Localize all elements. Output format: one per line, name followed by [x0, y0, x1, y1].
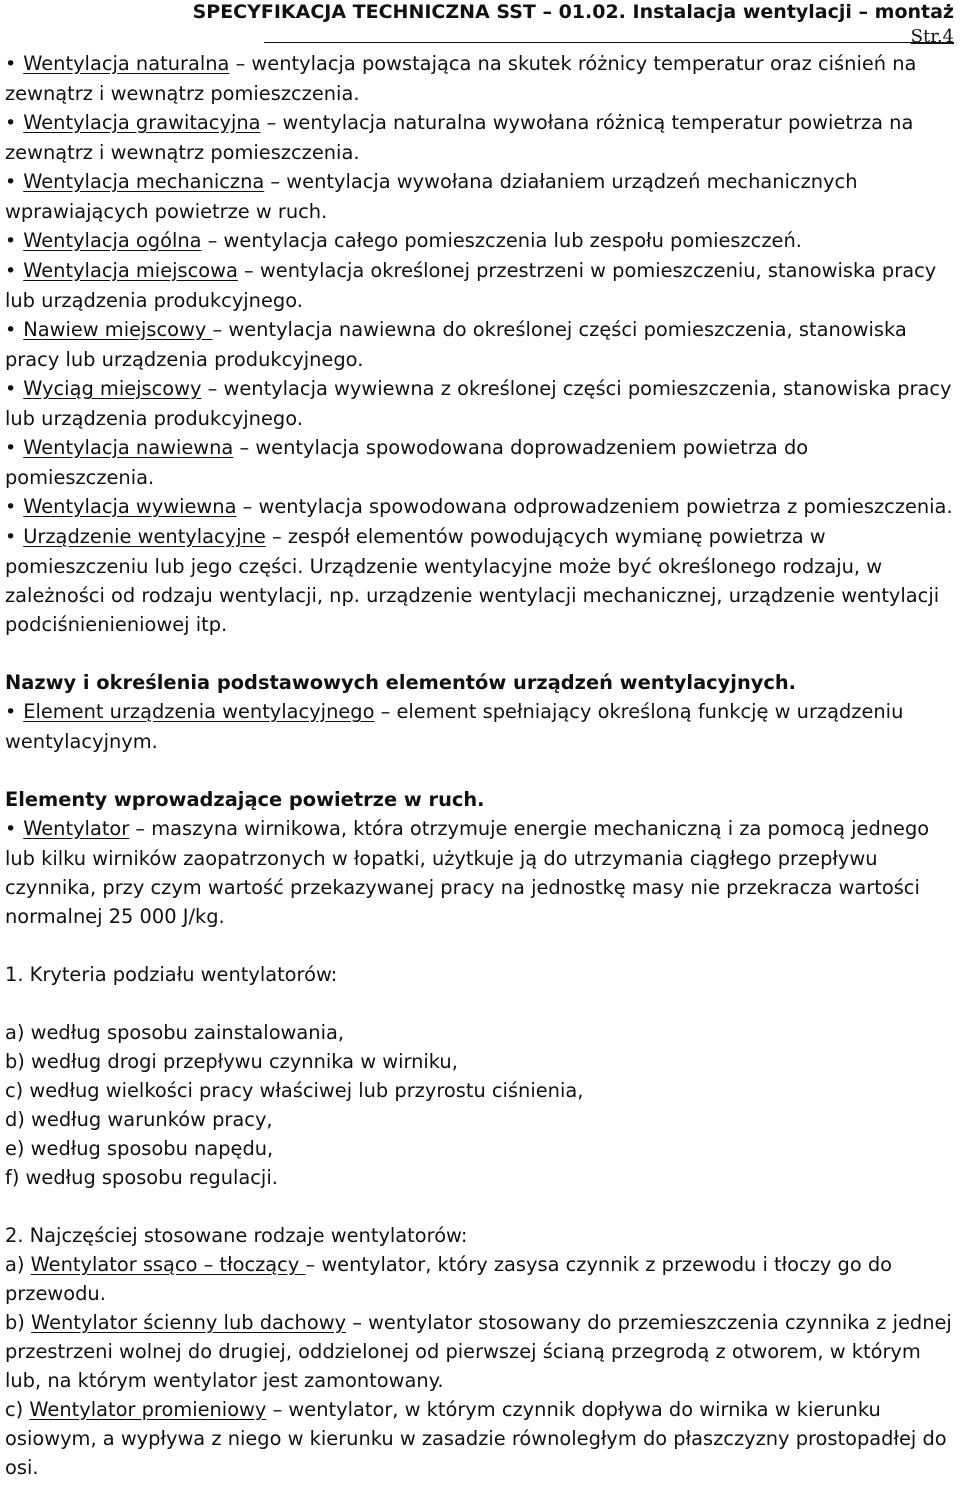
- definition-text: – wentylacja naturalna wywołana różnicą temperatur powietrza na zewnątrz i wewnątrz pomieszczenia.: [5, 111, 914, 164]
- document-title: SPECYFIKACJA TECHNICZNA SST – 01.02. Instalacja wentylacji – montaż: [192, 1, 954, 23]
- criteria-list: [5, 1018, 955, 1192]
- criteria-item: a) według sposobu zainstalowania,: [5, 1021, 345, 1044]
- definition-text: – wentylacja całego pomieszczenia lub zespołu pomieszczeń.: [201, 229, 802, 252]
- definition-term: Wentylacja wywiewna: [23, 495, 237, 518]
- types-list: [5, 1250, 955, 1482]
- criteria-heading: 1. Kryteria podziału wentylatorów:: [5, 963, 338, 986]
- definition-term: Wentylacja miejscowa: [23, 259, 238, 282]
- definition-term: Urządzenie wentylacyjne: [23, 525, 266, 548]
- definition-item: [5, 167, 955, 226]
- definition-item: [5, 315, 955, 374]
- definition-item: [5, 256, 955, 315]
- definition-term: Wentylacja naturalna: [23, 52, 230, 75]
- type-item: [5, 1250, 955, 1308]
- definitions-list: [5, 49, 955, 639]
- type-item: [5, 1308, 955, 1395]
- section-heading: Nazwy i określenia podstawowych elementów urządzeń wentylacyjnych.: [5, 671, 797, 694]
- definition-text: – maszyna wirnikowa, która otrzymuje energie mechaniczną i za pomocą jednego lub kilku wirników zaopatrzonych w łopatki, użytkuje ją do utrzymania ciągłego przepływu czynnika, przy czym wartość przekazywanej pracy na jednostkę masy nie przekracza wartości normalnej 25 000 J/kg.: [5, 817, 930, 928]
- definition-text: – zespół elementów powodujących wymianę powietrza w pomieszczeniu lub jego części. Urządzenie wentylacyjne może być określonego rodzaju, w zależności od rodzaju wentylacji, np. urządzenie wentylacji mechanicznej, urządzenie wentylacji podciśnienieniowej itp.: [5, 525, 940, 636]
- type-text: – wentylator, w którym czynnik dopływa do wirnika w kierunku osiowym, a wypływa z niego w kierunku w zasadzie równoległym do płaszczyzny prostopadłej do osi.: [5, 1398, 947, 1479]
- definition-text: – wentylacja wywołana działaniem urządzeń mechanicznych wprawiających powietrze w ruch.: [5, 170, 858, 223]
- type-term: Wentylator ścienny lub dachowy: [31, 1311, 347, 1334]
- definition-item: [5, 108, 955, 167]
- definition-item: [5, 226, 955, 256]
- document-body: [5, 49, 955, 1482]
- type-text: – wentylator, który zasysa czynnik z przewodu i tłoczy go do przewodu.: [5, 1253, 893, 1305]
- criteria-item: b) według drogi przepływu czynnika w wirniku,: [5, 1050, 458, 1073]
- page-number: [193, 24, 954, 49]
- definition-item: [5, 433, 955, 492]
- header-rule: [264, 42, 954, 43]
- definition-term: Wentylacja grawitacyjna: [23, 111, 261, 134]
- criteria-item: f) według sposobu regulacji.: [5, 1166, 278, 1189]
- definition-text: – wentylacja nawiewna do określonej części pomieszczenia, stanowiska pracy lub urządzenia produkcyjnego.: [5, 318, 907, 371]
- definition-term: Element urządzenia wentylacyjnego: [23, 700, 375, 723]
- definition-term: Wentylacja mechaniczna: [23, 170, 265, 193]
- type-item: [5, 1395, 955, 1482]
- type-prefix: a): [5, 1253, 31, 1276]
- definition-item: [5, 697, 955, 756]
- definition-term: Nawiew miejscowy: [23, 318, 213, 341]
- definition-term: Wentylacja nawiewna: [23, 436, 234, 459]
- definition-text: – wentylacja określonej przestrzeni w pomieszczeniu, stanowiska pracy lub urządzenia produkcyjnego.: [5, 259, 937, 312]
- definition-text: – element spełniający określoną funkcję w urządzeniu wentylacyjnym.: [5, 700, 904, 753]
- definition-item: [5, 814, 955, 931]
- definition-text: – wentylacja spowodowana odprowadzeniem powietrza z pomieszczenia.: [236, 495, 953, 518]
- type-term: Wentylator promieniowy: [29, 1398, 267, 1421]
- definition-text: – wentylacja wywiewna z określonej części pomieszczenia, stanowiska pracy lub urządzenia produkcyjnego.: [5, 377, 952, 430]
- criteria-item: d) według warunków pracy,: [5, 1108, 273, 1131]
- definition-text: – wentylacja spowodowana doprowadzeniem powietrza do pomieszczenia.: [5, 436, 809, 489]
- criteria-item: e) według sposobu napędu,: [5, 1137, 274, 1160]
- type-prefix: b): [5, 1311, 32, 1334]
- type-term: Wentylator ssąco – tłoczący: [30, 1253, 306, 1276]
- definition-term: Wentylator: [23, 817, 130, 840]
- definition-text: – wentylacja powstająca na skutek różnicy temperatur oraz ciśnień na zewnątrz i wewnątrz pomieszczenia.: [5, 52, 917, 105]
- definition-item: [5, 49, 955, 108]
- definition-item: [5, 492, 955, 522]
- type-text: – wentylator stosowany do przemieszczenia czynnika z jednej przestrzeni wolnej do drugiej, oddzielonej od pierwszej ścianą przegrodą z otworem, w którym lub, na którym wentylator jest zamontowany.: [5, 1311, 952, 1392]
- definition-item: [5, 374, 955, 433]
- page-number-value: 4: [942, 26, 954, 47]
- page-label: Str.: [910, 26, 943, 47]
- types-heading: 2. Najczęściej stosowane rodzaje wentylatorów:: [5, 1224, 468, 1247]
- definition-item: [5, 522, 955, 639]
- definition-term: Wyciąg miejscowy: [23, 377, 202, 400]
- section-heading: Elementy wprowadzające powietrze w ruch.: [5, 788, 485, 811]
- definition-term: Wentylacja ogólna: [23, 229, 202, 252]
- type-prefix: c): [5, 1398, 30, 1421]
- criteria-item: c) według wielkości pracy właściwej lub przyrostu ciśnienia,: [5, 1079, 584, 1102]
